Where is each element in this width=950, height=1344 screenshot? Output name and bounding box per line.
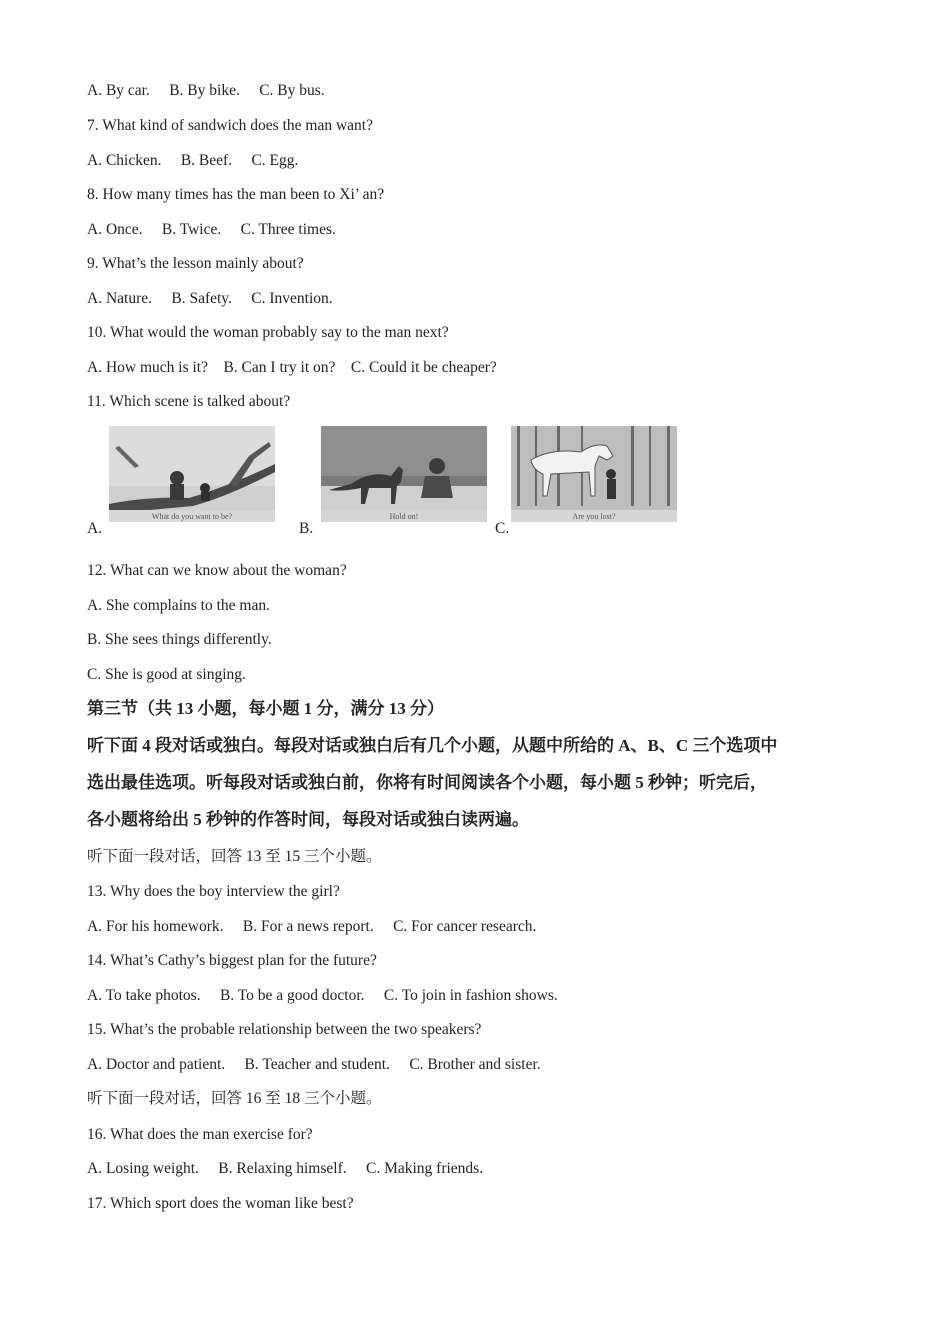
q16-options: A. Losing weight. B. Relaxing himself. C. Making friends. [87,1160,484,1177]
scene-image-a [109,426,275,522]
scene-caption-a: What do you want to be? [151,512,233,521]
scene-caption-b: Hold on! [389,512,419,521]
q11-question: 11. Which scene is talked about? [87,393,291,410]
q12-question: 12. What can we know about the woman? [87,562,347,579]
q9-options: A. Nature. B. Safety. C. Invention. [87,290,333,307]
section-instructions-3: 各小题将给出 5 秒钟的作答时间，每段对话或独白读两遍。 [87,810,529,829]
q8-question: 8. How many times has the man been to Xi’ an? [87,186,385,203]
q15-options: A. Doctor and patient. B. Teacher and student. C. Brother and sister. [87,1056,541,1073]
q14-options: A. To take photos. B. To be a good doctor. C. To join in fashion shows. [87,987,558,1004]
q10-question: 10. What would the woman probably say to the man next? [87,324,449,341]
q13-question: 13. Why does the boy interview the girl? [87,883,340,900]
q6-options: A. By car. B. By bike. C. By bus. [87,82,325,99]
section-instructions-1: 听下面 4 段对话或独白。每段对话或独白后有几个小题，从题中所给的 A、B、C 三个选项中 [87,736,778,755]
q16-question: 16. What does the man exercise for? [87,1126,313,1143]
q12-option-c: C. She is good at singing. [87,666,246,683]
q10-options: A. How much is it? B. Can I try it on? C. Could it be cheaper? [87,359,497,376]
q13-options: A. For his homework. B. For a news report. C. For cancer research. [87,918,537,935]
q17-question: 17. Which sport does the woman like best? [87,1195,354,1212]
scene-image-c [511,426,677,522]
scene-image-b [321,426,487,522]
q14-question: 14. What’s Cathy’s biggest plan for the future? [87,952,377,969]
q9-question: 9. What’s the lesson mainly about? [87,255,304,272]
scene-label-b: B. [299,520,314,537]
section-title: 第三节（共 13 小题，每小题 1 分，满分 13 分） [87,699,444,718]
q7-question: 7. What kind of sandwich does the man want? [87,117,373,134]
q15-question: 15. What’s the probable relationship between the two speakers? [87,1021,482,1038]
section-instructions-2: 选出最佳选项。听每段对话或独白前，你将有时间阅读各个小题，每小题 5 秒钟；听完后， [87,773,767,792]
scene-label-c: C. [495,520,510,537]
q12-option-b: B. She sees things differently. [87,631,272,648]
q8-options: A. Once. B. Twice. C. Three times. [87,221,336,238]
dialogue-intro-16-18: 听下面一段对话，回答 16 至 18 三个小题。 [87,1090,382,1107]
scene-caption-c: Are you lost? [572,512,616,521]
q7-options: A. Chicken. B. Beef. C. Egg. [87,152,299,169]
dialogue-intro-13-15: 听下面一段对话，回答 13 至 15 三个小题。 [87,848,382,865]
q12-option-a: A. She complains to the man. [87,597,270,614]
scene-label-a: A. [87,520,103,537]
